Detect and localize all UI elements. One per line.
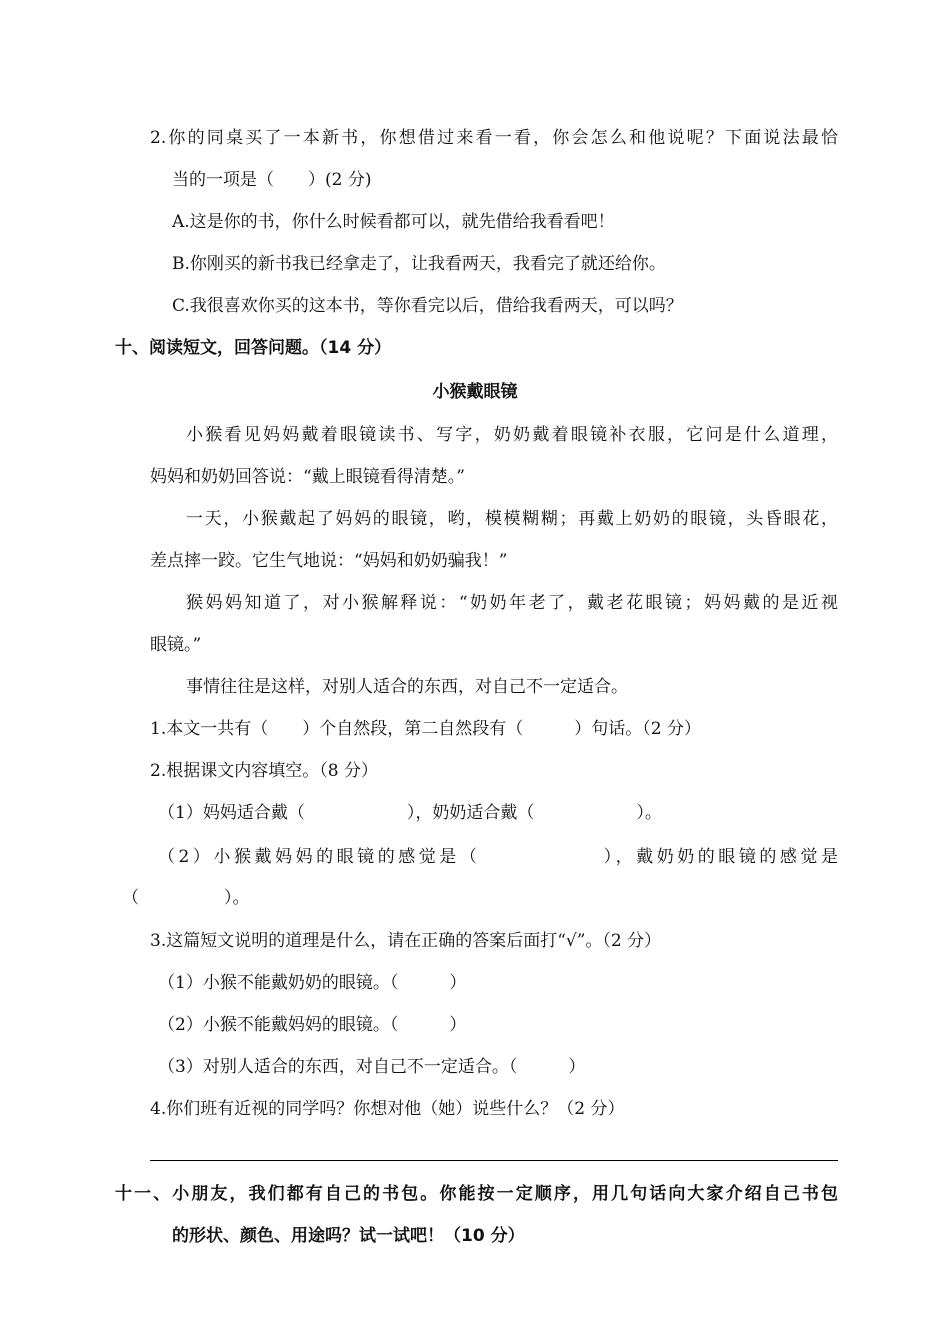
passage-p1-line2: 妈妈和奶奶回答说：“戴上眼镜看得清楚。” [150,467,465,487]
passage-p2-line2: 差点摔一跤。它生气地说：“妈妈和奶奶骗我！” [150,551,508,571]
passage-p3-line2: 眼镜。” [150,635,202,655]
q9-2-option-b: B.你刚买的新书我已经拿走了，让我看两天，我看完了就还给你。 [172,254,666,274]
question-1: 1.本文一共有（ ）个自然段，第二自然段有（ ）句话。（2 分） [150,719,701,739]
passage-p2-line1: 一天，小猴戴起了妈妈的眼镜，哟，模模糊糊；再戴上奶奶的眼镜，头昏眼花， [186,509,838,529]
section-11-line1: 十一、小朋友，我们都有自己的书包。你能按一定顺序，用几句话向大家介绍自己书包 [115,1184,838,1204]
question-4: 4.你们班有近视的同学吗？你想对他（她）说些什么？（2 分） [150,1099,625,1119]
question-2-2-line1: （2）小猴戴妈妈的眼镜的感觉是（ ），戴奶奶的眼镜的感觉是 [158,847,838,867]
passage-p1-line1: 小猴看见妈妈戴着眼镜读书、写字，奶奶戴着眼镜补衣服，它问是什么道理， [186,425,838,445]
question-2-1: （1）妈妈适合戴（ ），奶奶适合戴（ ）。 [158,803,662,823]
section-11-line2: 的形状、颜色、用途吗？试一试吧！（10 分） [172,1226,525,1246]
question-2-2-line2: （ ）。 [122,888,250,908]
passage-p4: 事情往往是这样，对别人适合的东西，对自己不一定适合。 [186,677,628,697]
question-3-1: （1）小猴不能戴奶奶的眼镜。（ ） [158,973,467,993]
passage-p3-line1: 猴妈妈知道了，对小猴解释说：“奶奶年老了，戴老花眼镜；妈妈戴的是近视 [186,593,838,613]
section-10-heading: 十、阅读短文，回答问题。（14 分） [115,338,392,358]
passage-title: 小猴戴眼镜 [432,382,518,402]
question-3: 3.这篇短文说明的道理是什么，请在正确的答案后面打“√”。（2 分） [150,931,662,951]
q9-2-line1: 2.你的同桌买了一本新书，你想借过来看一看，你会怎么和他说呢？下面说法最恰 [150,128,838,148]
q9-2-line2: 当的一项是（ ）(2 分) [172,170,372,190]
answer-line [150,1160,838,1161]
q9-2-option-a: A.这是你的书，你什么时候看都可以，就先借给我看看吧！ [172,212,615,232]
question-2: 2.根据课文内容填空。（8 分） [150,761,378,781]
q9-2-option-c: C.我很喜欢你买的这本书，等你看完以后，借给我看两天，可以吗？ [172,296,683,316]
question-3-2: （2）小猴不能戴妈妈的眼镜。（ ） [158,1015,467,1035]
question-3-3: （3）对别人适合的东西，对自己不一定适合。（ ） [158,1057,586,1077]
